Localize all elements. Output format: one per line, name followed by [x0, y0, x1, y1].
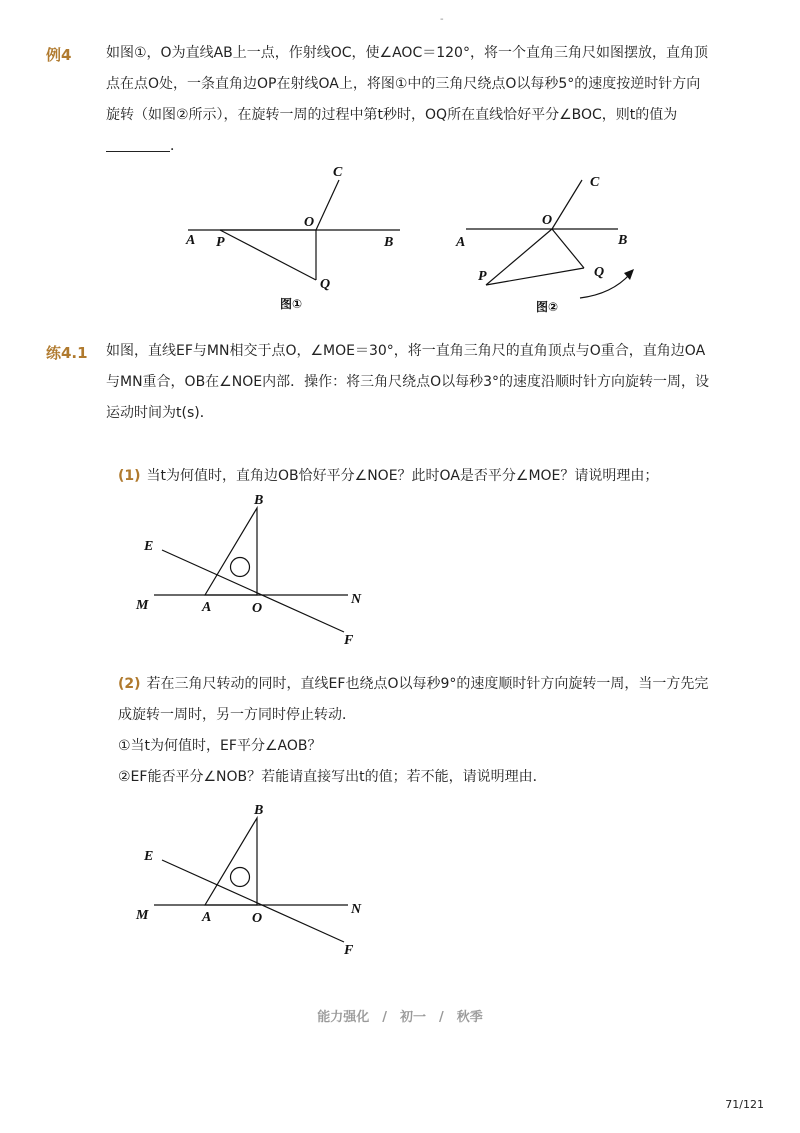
question-2-text-1: 若在三角尺转动的同时，直线EF也绕点O以每秒9°的速度顺时针方向旋转一周，当一方先完: [146, 676, 709, 692]
question-2-line-1: [118, 669, 708, 700]
point-b-label: B: [254, 803, 264, 818]
point-b-label: B: [618, 233, 628, 248]
triangle-aob: [205, 508, 257, 595]
point-a-label: A: [202, 910, 212, 925]
point-m-label: M: [136, 908, 149, 923]
triangle-op: [486, 229, 552, 285]
point-o-label: O: [304, 215, 315, 230]
question-2-sub-2: ②EF能否平分∠NOB？若能请直接写出t的值；若不能，请说明理由．: [118, 769, 547, 785]
example-line-3: 旋转（如图②所示），在旋转一周的过程中第t秒时，OQ所在直线恰好平分∠BOC，则t的值为: [106, 107, 678, 123]
point-p-label: P: [216, 235, 225, 250]
question-1-text: 当t为何值时，直角边OB恰好平分∠NOE？此时OA是否平分∠MOE？请说明理由；: [146, 468, 659, 484]
triangle-hole: [231, 868, 250, 887]
example-line-tail: ．: [170, 138, 184, 154]
ray-oc: [316, 180, 339, 230]
example-label: 例4: [46, 46, 72, 64]
example-line-4: [106, 131, 708, 162]
question-1-label: (1): [118, 468, 141, 484]
figure-2: [452, 170, 652, 320]
question-2-line-2: 成旋转一周时，另一方同时停止转动．: [118, 707, 356, 723]
example-line-1: 如图①，O为直线AB上一点，作射线OC，使∠AOC＝120°，将一个直角三角尺如图摆放，直角顶: [106, 45, 708, 61]
line-ef: [162, 860, 344, 942]
point-b-label: B: [384, 235, 394, 250]
point-b-label: B: [254, 493, 264, 508]
triangle-hole: [231, 558, 250, 577]
point-o-label: O: [542, 213, 553, 228]
question-2-label: (2): [118, 676, 141, 692]
point-p-label: P: [478, 269, 487, 284]
line-ef: [162, 550, 344, 632]
point-a-label: A: [202, 600, 212, 615]
example-line-2: 点在点O处，一条直角边OP在射线OA上，将图①中的三角尺绕点O以每秒5°的速度按逆时针方向: [106, 76, 701, 92]
figure-1: [180, 160, 410, 320]
triangle-oq: [552, 229, 584, 268]
point-e-label: E: [144, 849, 154, 864]
triangle-aob: [205, 818, 257, 905]
point-o-label: O: [252, 601, 263, 616]
exercise-text: [106, 336, 709, 429]
point-f-label: F: [344, 633, 354, 648]
top-mark: -: [440, 14, 444, 25]
point-n-label: N: [351, 592, 362, 607]
point-a-label: A: [186, 233, 196, 248]
answer-blank: [106, 137, 170, 152]
example-text: [106, 38, 708, 162]
point-c-label: C: [333, 165, 343, 180]
point-e-label: E: [144, 539, 154, 554]
exercise-line-3: 运动时间为t(s)．: [106, 405, 214, 421]
question-2: [118, 669, 708, 793]
ray-oc: [552, 180, 582, 229]
question-2-sub-1: ①当t为何值时，EF平分∠AOB？: [118, 738, 322, 754]
point-c-label: C: [590, 175, 600, 190]
point-f-label: F: [344, 943, 354, 958]
page-number: 71/121: [725, 1098, 764, 1111]
figure-4: [136, 798, 380, 958]
point-q-label: Q: [320, 277, 331, 292]
triangle-pq: [486, 268, 584, 285]
page-footer: 能力强化 / 初一 / 秋季: [317, 1010, 483, 1025]
exercise-label: 练4.1: [46, 344, 88, 362]
figure-2-caption: 图②: [536, 300, 559, 314]
figure-3: [136, 488, 380, 648]
point-m-label: M: [136, 598, 149, 613]
rotation-arrow: [580, 274, 630, 298]
point-q-label: Q: [594, 265, 605, 280]
triangle-pq: [220, 230, 316, 280]
exercise-line-2: 与MN重合，OB在∠NOE内部．操作：将三角尺绕点O以每秒3°的速度沿顺时针方向旋转一周，设: [106, 374, 709, 390]
figure-1-caption: 图①: [280, 297, 303, 311]
point-n-label: N: [351, 902, 362, 917]
point-a-label: A: [456, 235, 466, 250]
point-o-label: O: [252, 911, 263, 926]
exercise-line-1: 如图，直线EF与MN相交于点O，∠MOE＝30°，将一直角三角尺的直角顶点与O重合，直角边OA: [106, 343, 706, 359]
